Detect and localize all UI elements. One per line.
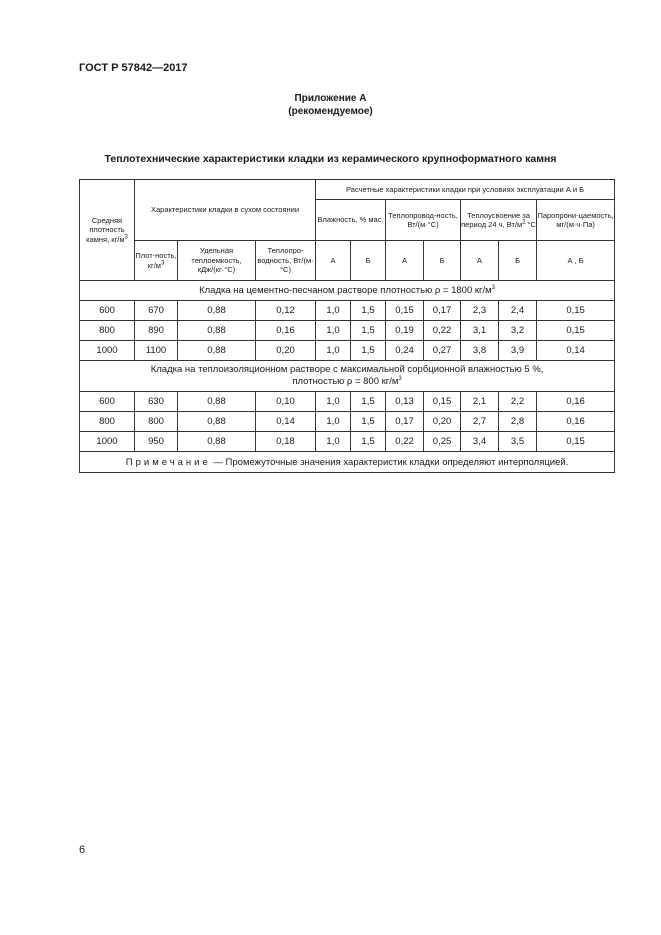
header-humidity: Влажность, % мас. [316,200,386,241]
header-dry-conductivity: Теплопро-водность, Вт/(м· °С) [256,241,316,281]
appendix-heading [0,92,661,118]
section-title: Кладка на теплоизоляционном растворе с максимальной сорбционной влажностью 5 %, плотностью ρ = 800 $кг/м^3$ [80,361,615,392]
header-vapor-ab: А , Б [537,241,615,281]
table-title: Теплотехнические характеристики кладки из керамического крупноформатного камня [104,153,557,165]
table-row: 1000 1100 0,88 0,20 1,0 1,5 0,24 0,27 3,8 3,9 0,14 [80,341,615,361]
thermal-characteristics-table [79,179,615,473]
header-density: Плот-ность, $кг/м^3$ [135,241,178,281]
header-avg-density: Средняя плотность камня, $кг/м^3$ [80,180,135,281]
header-heat-capacity: Удельная теплоемкость, кДж/(кг·°С) [178,241,256,281]
note-text: — Промежуточные значения характеристик кладки определяют интерполяцией. [210,456,569,468]
header-absorption-a: А [461,241,499,281]
table-note [80,452,615,473]
table-row: 1000 950 0,88 0,18 1,0 1,5 0,22 0,25 3,4 3,5 0,15 [80,432,615,452]
document-code: ГОСТ Р 57842—2017 [79,62,188,74]
header-conductivity-b: Б [424,241,461,281]
table-row: 800 890 0,88 0,16 1,0 1,5 0,19 0,22 3,1 3,2 0,15 [80,321,615,341]
section-title: Кладка на цементно-песчаном растворе плотностью ρ = 1800 $кг/м^3$ [80,281,615,301]
appendix-subtitle: (рекомендуемое) [288,106,373,117]
header-design-group: Расчетные характеристики кладки при условиях эксплуатации А и Б [316,180,615,200]
header-absorption-b: Б [499,241,537,281]
header-conductivity-a: А [386,241,424,281]
note-label: Примечание [125,456,211,468]
page-number: 6 [79,844,86,856]
header-vapor-permeability: Паропрони-цаемость, мг/(м·ч·Па) [537,200,615,241]
header-dry-group: Характеристики кладки в сухом состоянии [135,180,316,241]
table-row: 600 630 0,88 0,10 1,0 1,5 0,13 0,15 2,1 2,2 0,16 [80,392,615,412]
table-row: 800 800 0,88 0,14 1,0 1,5 0,17 0,20 2,7 2,8 0,16 [80,412,615,432]
header-humidity-a: А [316,241,351,281]
header-humidity-b: Б [351,241,386,281]
header-conductivity: Теплопровод-ность, Вт/(м·°С) [386,200,461,241]
table-row: 600 670 0,88 0,12 1,0 1,5 0,15 0,17 2,3 2,4 0,15 [80,301,615,321]
header-heat-absorption: Теплоусвоение за период 24 ч, $Вт/м^2$ °С [461,200,537,241]
appendix-title: Приложение А [294,93,367,104]
